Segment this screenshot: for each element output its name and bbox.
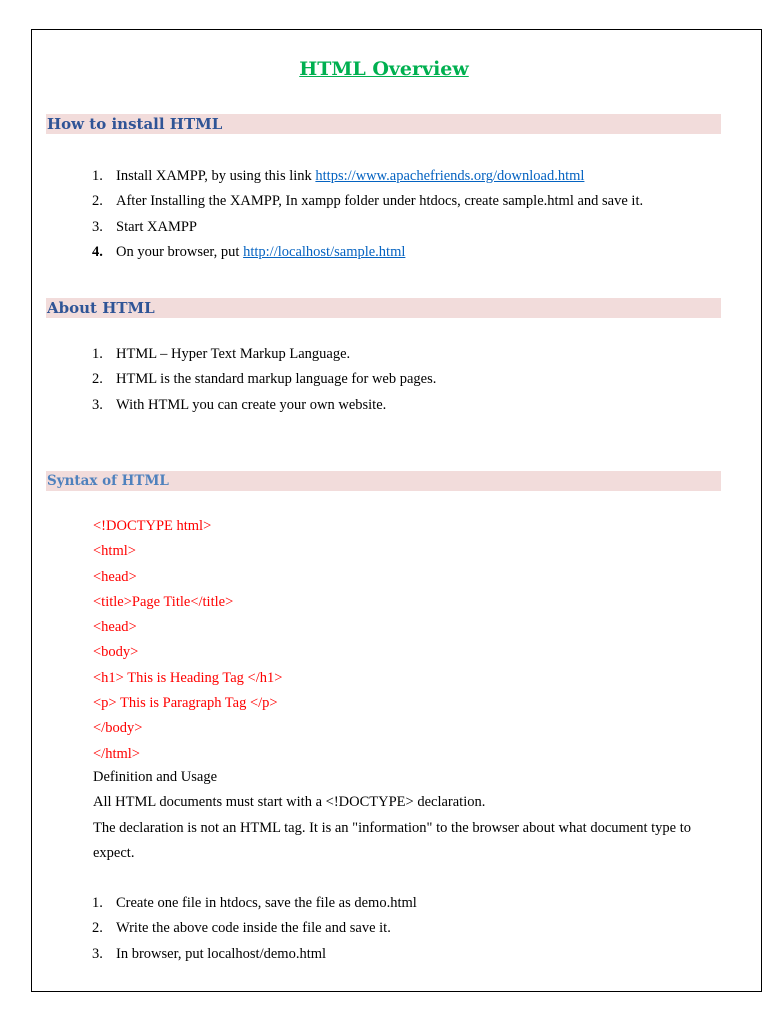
list-number: 2. [92,371,103,388]
list-text: Install XAMPP, by using this link [116,168,316,184]
list-item [92,916,417,941]
list-number: 1. [92,346,103,362]
list-text: Start XAMPP [116,218,197,235]
install-steps-list [92,164,643,265]
list-item [92,164,643,189]
code-line: </html> [93,745,140,762]
code-line: <html> [93,543,136,560]
list-item [92,942,417,967]
code-line: <head> [93,619,137,636]
list-item [92,393,436,418]
demo-steps-list [92,891,417,967]
list-number: 3. [92,945,103,962]
list-item [92,240,643,265]
list-item [92,367,436,392]
section-heading-install: How to install HTML [46,114,721,134]
document-title: HTML Overview [299,58,469,80]
list-number: 2. [92,193,103,210]
list-text: HTML is the standard markup language for web pages. [116,371,437,388]
code-line: <head> [93,568,137,585]
list-number: 3. [92,396,103,413]
list-text: In browser, put localhost/demo.html [116,945,327,962]
code-line: </body> [93,720,143,737]
list-number: 1. [92,168,103,184]
list-item [92,215,643,240]
list-text: HTML – Hyper Text Markup Language. [116,346,351,362]
list-text: Write the above code inside the file and save it. [116,920,391,937]
definition-heading: Definition and Usage [93,769,218,785]
list-number: 3. [92,218,103,235]
code-line: <body> [93,644,139,661]
list-number: 4. [92,243,103,260]
xampp-download-link[interactable]: https://www.apachefriends.org/download.html [315,168,585,184]
code-line: <h1> This is Heading Tag </h1> [93,669,283,686]
section-heading-about: About HTML [46,298,721,318]
code-line: <p> This is Paragraph Tag </p> [93,695,278,712]
list-text: Create one file in htdocs, save the file as demo.html [116,895,417,911]
section-heading-syntax: Syntax of HTML [46,471,721,491]
list-number: 2. [92,920,103,937]
definition-line: The declaration is not an HTML tag. It is an "information" to the browser about what document type to expect. [93,819,691,861]
definition-block [93,765,723,866]
list-item [92,189,643,214]
list-text: With HTML you can create your own website. [116,396,387,413]
about-list [92,342,436,418]
code-sample [93,514,282,767]
list-item [92,342,436,367]
code-line: <!DOCTYPE html> [93,518,212,534]
code-line: <title>Page Title</title> [93,593,234,610]
definition-line: All HTML documents must start with a <!DOCTYPE> declaration. [93,794,486,811]
list-text: After Installing the XAMPP, In xampp folder under htdocs, create sample.html and save it. [116,193,644,210]
list-text: On your browser, put [116,243,244,260]
list-number: 1. [92,895,103,911]
list-item [92,891,417,916]
localhost-sample-link[interactable]: http://localhost/sample.html [243,243,406,260]
